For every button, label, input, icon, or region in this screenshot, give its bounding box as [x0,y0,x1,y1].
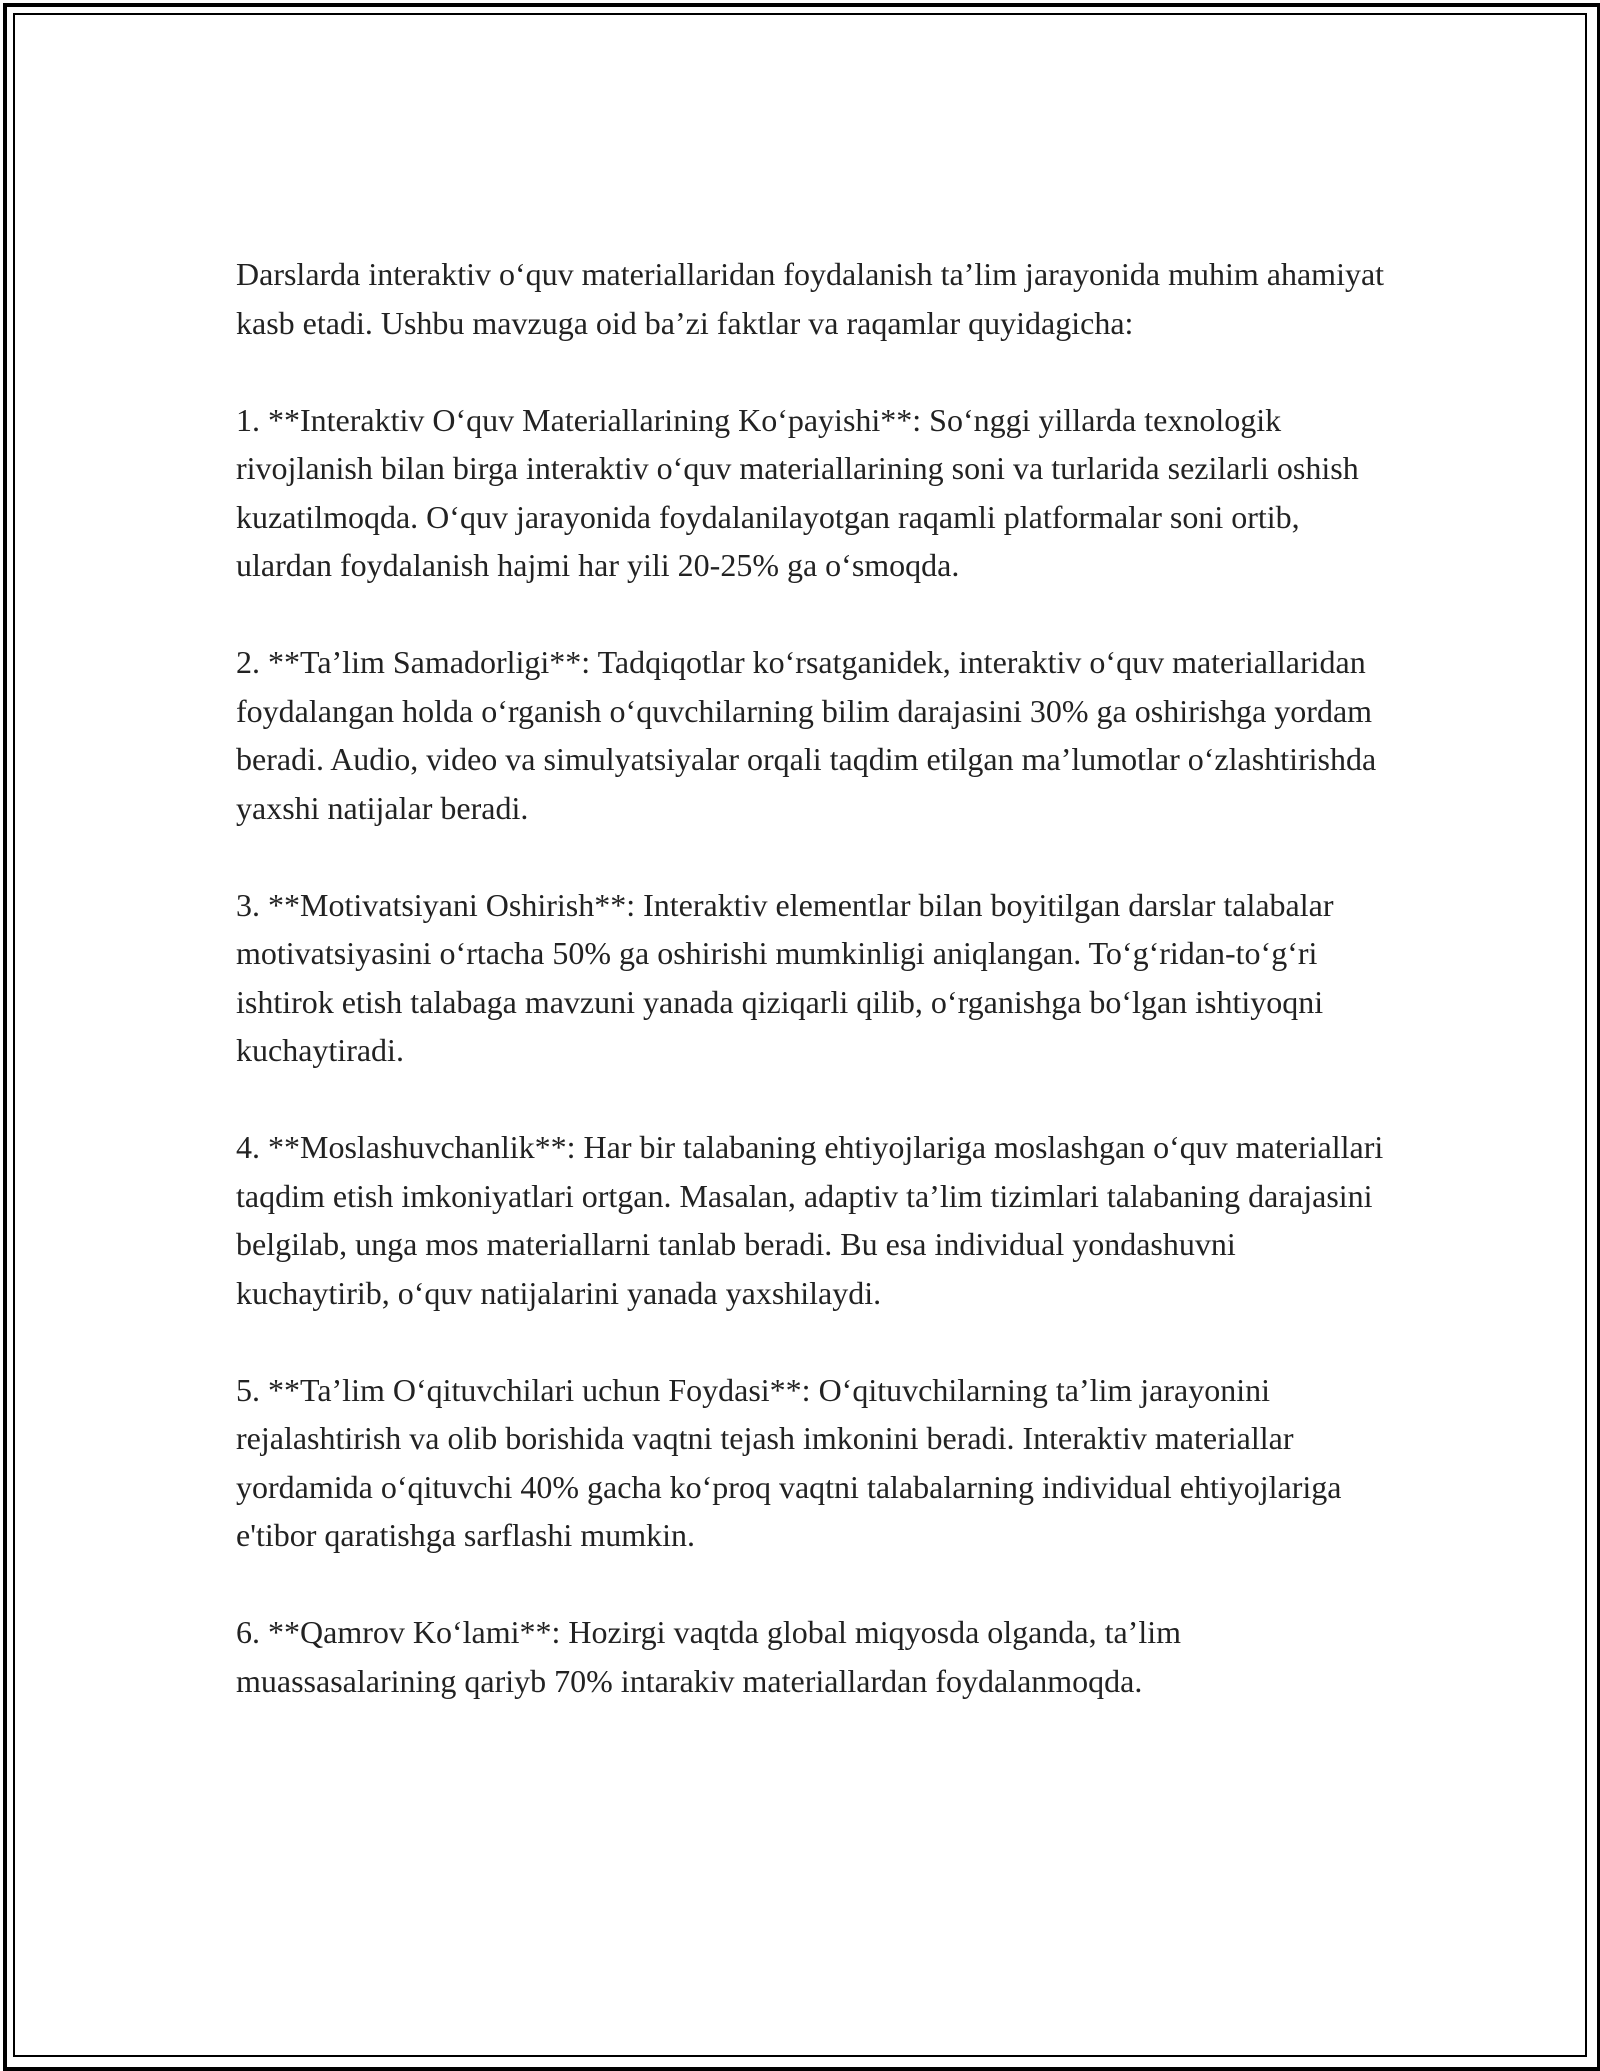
list-item: 4. **Moslashuvchanlik**: Har bir talabaning ehtiyojlariga moslashgan o‘quv materiallari taqdim etish imkoniyatlari ortgan. Masalan, adaptiv ta’lim tizimlari talabaning darajasini belgilab, unga mos materiallarni tanlab beradi. Bu esa individual yondashuvni kuchaytirib, o‘quv natijalarini yanada yaxshilaydi. [236,1129,1392,1311]
list-item: 5. **Ta’lim O‘qituvchilari uchun Foydasi**: O‘qituvchilarning ta’lim jarayonini rejalashtirish va olib borishida vaqtni tejash imkonini beradi. Interaktiv materiallar yordamida o‘qituvchi 40% gacha ko‘proq vaqtni talabalarning individual ehtiyojlariga e'tibor qaratishga sarflashi mumkin. [236,1371,1350,1553]
list-item: 1. **Interaktiv O‘quv Materiallarining Ko‘payishi**: So‘nggi yillarda texnologik rivojlanish bilan birga interaktiv o‘quv materiallarining soni va turlarida sezilarli oshish kuzatilmoqda. O‘quv jarayonida foydalanilayotgan raqamli platformalar soni ortib, ulardan foydalanish hajmi har yili 20-25% ga o‘smoqda. [236,401,1367,583]
list-item: 2. **Ta’lim Samadorligi**: Tadqiqotlar ko‘rsatganidek, interaktiv o‘quv materiallaridan foydalangan holda o‘rganish o‘quvchilarning bilim darajasini 30% ga oshirishga yordam beradi. Audio, video va simulyatsiyalar orqali taqdim etilgan ma’lumotlar o‘zlashtirishda yaxshi natijalar beradi. [236,644,1385,826]
list-item: 6. **Qamrov Ko‘lami**: Hozirgi vaqtda global miqyosda olganda, ta’lim muassasalarining qariyb 70% intarakiv materiallardan foydalanmoqda. [236,1614,1189,1699]
list-item: 3. **Motivatsiyani Oshirish**: Interaktiv elementlar bilan boyitilgan darslar talabalar motivatsiyasini o‘rtacha 50% ga oshirishi mumkinligi aniqlangan. To‘g‘ridan-to‘g‘ri ishtirok etish talabaga mavzuni yanada qiziqarli qilib, o‘rganishga bo‘lgan ishtiyoqni kuchaytiradi. [236,886,1342,1068]
document-body [236,250,1393,1705]
intro-paragraph: Darslarda interaktiv o‘quv materiallaridan foydalanish ta’lim jarayonida muhim ahamiyat kasb etadi. Ushbu mavzuga oid ba’zi faktlar va raqamlar quyidagicha: [236,256,1393,341]
